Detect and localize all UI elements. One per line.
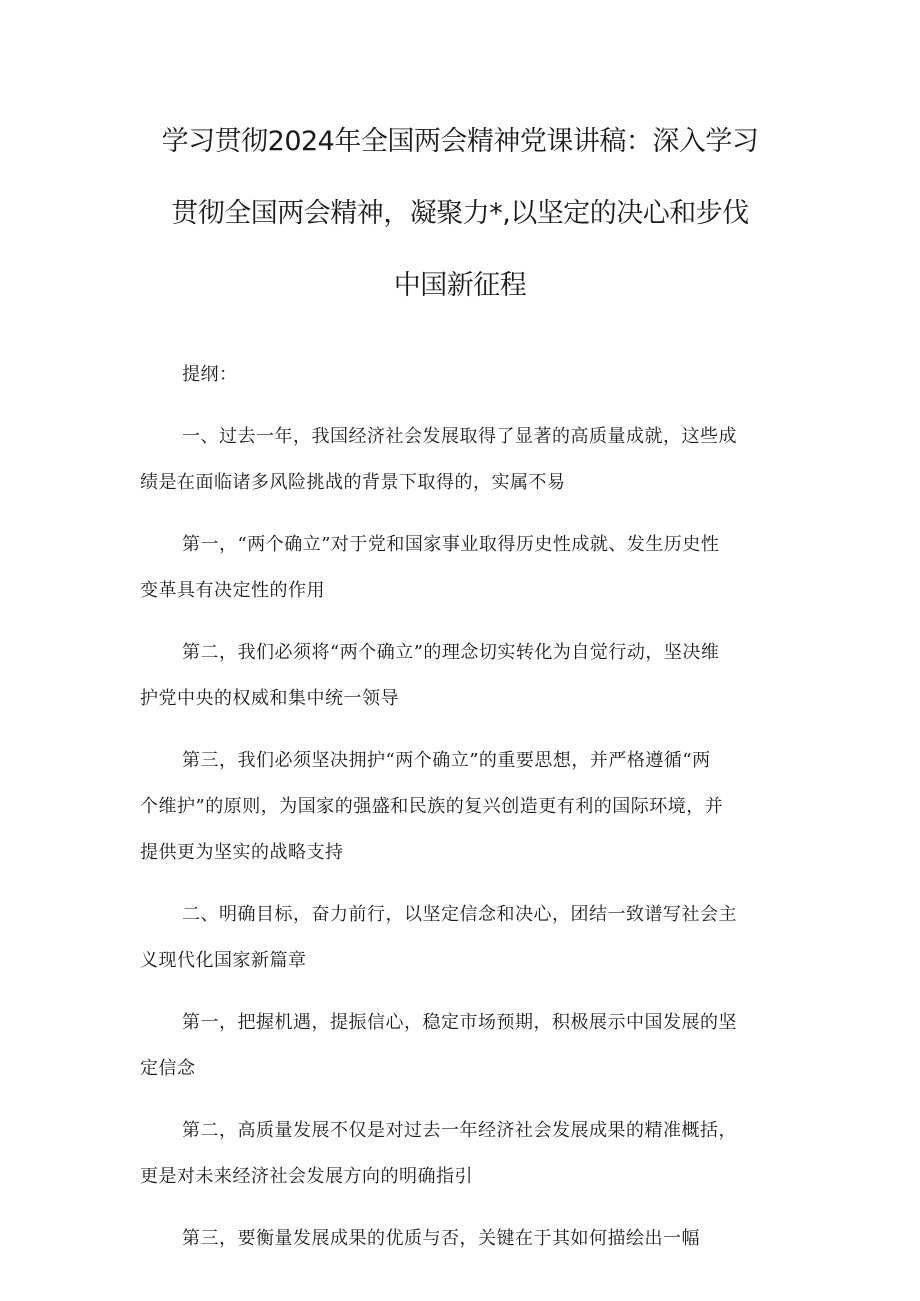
title-line-1: 学习贯彻2024年全国两会精神党课讲稿：深入学习 xyxy=(161,126,759,157)
paragraph-section-1-point-3 xyxy=(140,738,790,876)
paragraph-section-1-point-2 xyxy=(140,630,790,722)
paragraph-line: 第二，我们必须将“两个确立”的理念切实转化为自觉行动，坚决维 xyxy=(182,642,720,663)
document-title xyxy=(100,124,820,340)
paragraph-line: 第三，我们必须坚决拥护“两个确立”的重要思想，并严格遵循“两 xyxy=(182,750,711,771)
paragraph-line: 提纲： xyxy=(182,364,238,385)
paragraph-line: 第三，要衡量发展成果的优质与否，关键在于其如何描绘出一幅 xyxy=(182,1228,700,1249)
paragraph-line: 二、明确目标，奋力前行，以坚定信念和决心，团结一致谱写社会主 xyxy=(182,904,737,925)
paragraph-line: 义现代化国家新篇章 xyxy=(140,950,307,971)
paragraph-line: 第二，高质量发展不仅是对过去一年经济社会发展成果的精准概括， xyxy=(182,1120,737,1141)
paragraph-line: 一、过去一年，我国经济社会发展取得了显著的高质量成就，这些成 xyxy=(182,426,737,447)
paragraph-line: 第一，把握机遇，提振信心，稳定市场预期，积极展示中国发展的坚 xyxy=(182,1012,737,1033)
title-line-2: 贯彻全国两会精神，凝聚力*,以坚定的决心和步伐 xyxy=(171,198,749,229)
paragraph-section-2 xyxy=(140,892,790,984)
paragraph-line: 个维护”的原则，为国家的强盛和民族的复兴创造更有利的国际环境，并 xyxy=(140,796,724,817)
paragraph-section-1 xyxy=(140,414,790,506)
paragraph-line: 护党中央的权威和集中统一领导 xyxy=(140,688,399,709)
paragraph-section-2-point-1 xyxy=(140,1000,790,1092)
paragraph-outline-label xyxy=(140,352,790,398)
paragraph-line: 更是对未来经济社会发展方向的明确指引 xyxy=(140,1166,473,1187)
document-body xyxy=(140,352,790,1278)
paragraph-section-1-point-1 xyxy=(140,522,790,614)
title-line-3: 中国新征程 xyxy=(393,270,527,301)
paragraph-section-2-point-2 xyxy=(140,1108,790,1200)
paragraph-line: 提供更为坚实的战略支持 xyxy=(140,842,344,863)
paragraph-line: 定信念 xyxy=(140,1058,196,1079)
paragraph-line: 第一，“两个确立”对于党和国家事业取得历史性成就、发生历史性 xyxy=(182,534,720,555)
paragraph-line: 绩是在面临诸多风险挑战的背景下取得的，实属不易 xyxy=(140,472,566,493)
paragraph-section-2-point-3 xyxy=(140,1216,790,1262)
paragraph-line: 变革具有决定性的作用 xyxy=(140,580,325,601)
